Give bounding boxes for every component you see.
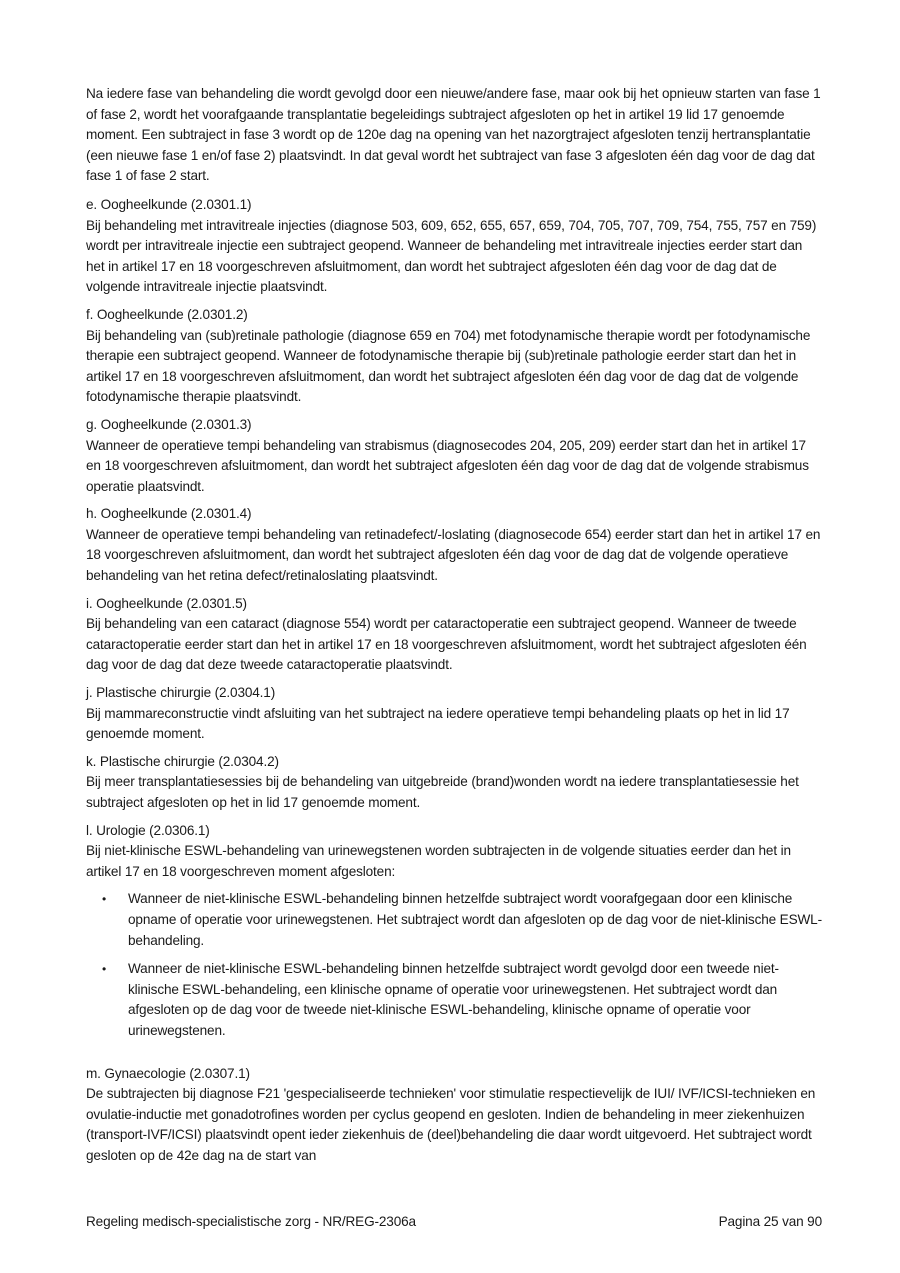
section-i — [86, 594, 822, 676]
section-j — [86, 683, 822, 745]
section-g — [86, 415, 822, 497]
section-heading: m. Gynaecologie (2.0307.1) — [86, 1065, 250, 1081]
bullet-item — [86, 889, 822, 951]
footer-document-title: Regeling medisch-specialistische zorg - NR/REG-2306a — [86, 1214, 416, 1229]
section-body: Bij behandeling met intravitreale injecties (diagnose 503, 609, 652, 655, 657, 659, 704, 705, 707, 709, 754, 755, 757 en 759) wordt per intravitreale injectie een subtraject geopend. Wanneer de behandeling met intravitreale injecties eerder start dan het in artikel 17 en 18 voorgeschreven afsluitmoment, dan wordt het subtraject afgesloten één dag voor de dag dat de volgende intravitreale injectie plaatsvindt. — [86, 217, 817, 295]
section-heading: e. Oogheelkunde (2.0301.1) — [86, 196, 252, 212]
section-body: Bij behandeling van (sub)retinale pathologie (diagnose 659 en 704) met fotodynamische therapie wordt per fotodynamische therapie een subtraject geopend. Wanneer de fotodynamische therapie bij (sub)retinale pathologie eerder start dan het in artikel 17 en 18 voorgeschreven afsluitmoment, dan wordt het subtraject afgesloten één dag voor de dag dat de volgende fotodynamische therapie plaatsvindt. — [86, 327, 811, 405]
bullet-list — [86, 889, 822, 1041]
section-e — [86, 195, 822, 298]
bullet-icon: • — [102, 892, 107, 907]
page-content — [86, 84, 822, 1174]
section-heading: g. Oogheelkunde (2.0301.3) — [86, 416, 252, 432]
section-body: Bij behandeling van een cataract (diagnose 554) wordt per cataractoperatie een subtraject geopend. Wanneer de tweede cataractoperatie eerder start dan het in artikel 17 en 18 voorgeschreven afsluitmoment, wordt het subtraject afgesloten één dag voor de dag dat deze tweede cataractoperatie plaatsvindt. — [86, 616, 807, 673]
section-heading: k. Plastische chirurgie (2.0304.2) — [86, 753, 279, 769]
section-body: Wanneer de operatieve tempi behandeling van retinadefect/-loslating (diagnosecode 654) eerder start dan het in artikel 17 en 18 voorgeschreven afsluitmoment, dan wordt het subtraject afgesloten één dag voor de dag dat de volgende operatieve behandeling van het retina defect/retinaloslating plaatsvindt. — [86, 526, 821, 584]
page-footer — [86, 1213, 822, 1231]
bullet-icon: • — [102, 962, 107, 977]
bullet-text: Wanneer de niet-klinische ESWL-behandeling binnen hetzelfde subtraject wordt voorafgegaan door een klinische opname of operatie voor urinewegstenen. Het subtraject wordt dan afgesloten op de dag voor de niet-klinische ESWL-behandeling. — [128, 891, 822, 948]
section-f — [86, 305, 822, 408]
bullet-text: Wanneer de niet-klinische ESWL-behandeling binnen hetzelfde subtraject wordt gevolgd door een tweede niet-klinische ESWL-behandeling, een klinische opname of operatie voor urinewegstenen. Het subtraject wordt dan afgesloten op de dag voor de tweede niet-klinische ESWL-behandeling, klinische opname of operatie voor urinewegstenen. — [128, 961, 779, 1038]
bullet-item — [86, 959, 822, 1041]
section-body: Bij mammareconstructie vindt afsluiting van het subtraject na iedere operatieve tempi behandeling plaats op het in lid 17 genoemde moment. — [86, 705, 790, 742]
section-heading: h. Oogheelkunde (2.0301.4) — [86, 506, 252, 522]
section-m — [86, 1064, 822, 1167]
section-body: De subtrajecten bij diagnose F21 'gespecialiseerde technieken' voor stimulatie respectievelijk de IUI/ IVF/ICSI-technieken en ovulatie-inductie met gonadotrofines worden per cyclus geopend en gesloten. Indien de behandeling in meer ziekenhuizen (transport-IVF/ICSI) plaatsvindt opent ieder ziekenhuis de (deel)behandeling die daar wordt uitgevoerd. Het subtraject wordt gesloten op de 42e dag na de start van — [86, 1086, 816, 1163]
section-l — [86, 821, 822, 1042]
section-heading: i. Oogheelkunde (2.0301.5) — [86, 595, 247, 611]
section-h — [86, 504, 822, 586]
section-body: Bij niet-klinische ESWL-behandeling van urinewegstenen worden subtrajecten in de volgende situaties eerder dan het in artikel 17 en 18 voorgeschreven moment afgesloten: — [86, 843, 791, 879]
section-body: Bij meer transplantatiesessies bij de behandeling van uitgebreide (brand)wonden wordt na iedere transplantatiesessie het subtraject afgesloten op het in lid 17 genoemde moment. — [86, 774, 799, 810]
section-heading: f. Oogheelkunde (2.0301.2) — [86, 306, 248, 322]
section-heading: j. Plastische chirurgie (2.0304.1) — [86, 685, 276, 701]
intro-paragraph: Na iedere fase van behandeling die wordt gevolgd door een nieuwe/andere fase, maar ook bij het opnieuw starten van fase 1 of fase 2, wordt het voorafgaande transplantatie begeleidings subtraject afgesloten op het in artikel 19 lid 17 genoemde moment. Een subtraject in fase 3 wordt op de 120e dag na opening van het nazorgtraject afgesloten tenzij hertransplantatie (een nieuwe fase 1 en/of fase 2) plaatsvindt. In dat geval wordt het subtraject van fase 3 afgesloten één dag voor de dag dat fase 1 of fase 2 start. — [86, 86, 821, 184]
section-heading: l. Urologie (2.0306.1) — [86, 822, 210, 838]
section-k — [86, 752, 822, 814]
footer-page-number: Pagina 25 van 90 — [718, 1214, 822, 1229]
section-body: Wanneer de operatieve tempi behandeling van strabismus (diagnosecodes 204, 205, 209) eerder start dan het in artikel 17 en 18 voorgeschreven afsluitmoment, dan wordt het subtraject afgesloten één dag voor de dag dat de volgende strabismus operatie plaatsvindt. — [86, 437, 809, 494]
